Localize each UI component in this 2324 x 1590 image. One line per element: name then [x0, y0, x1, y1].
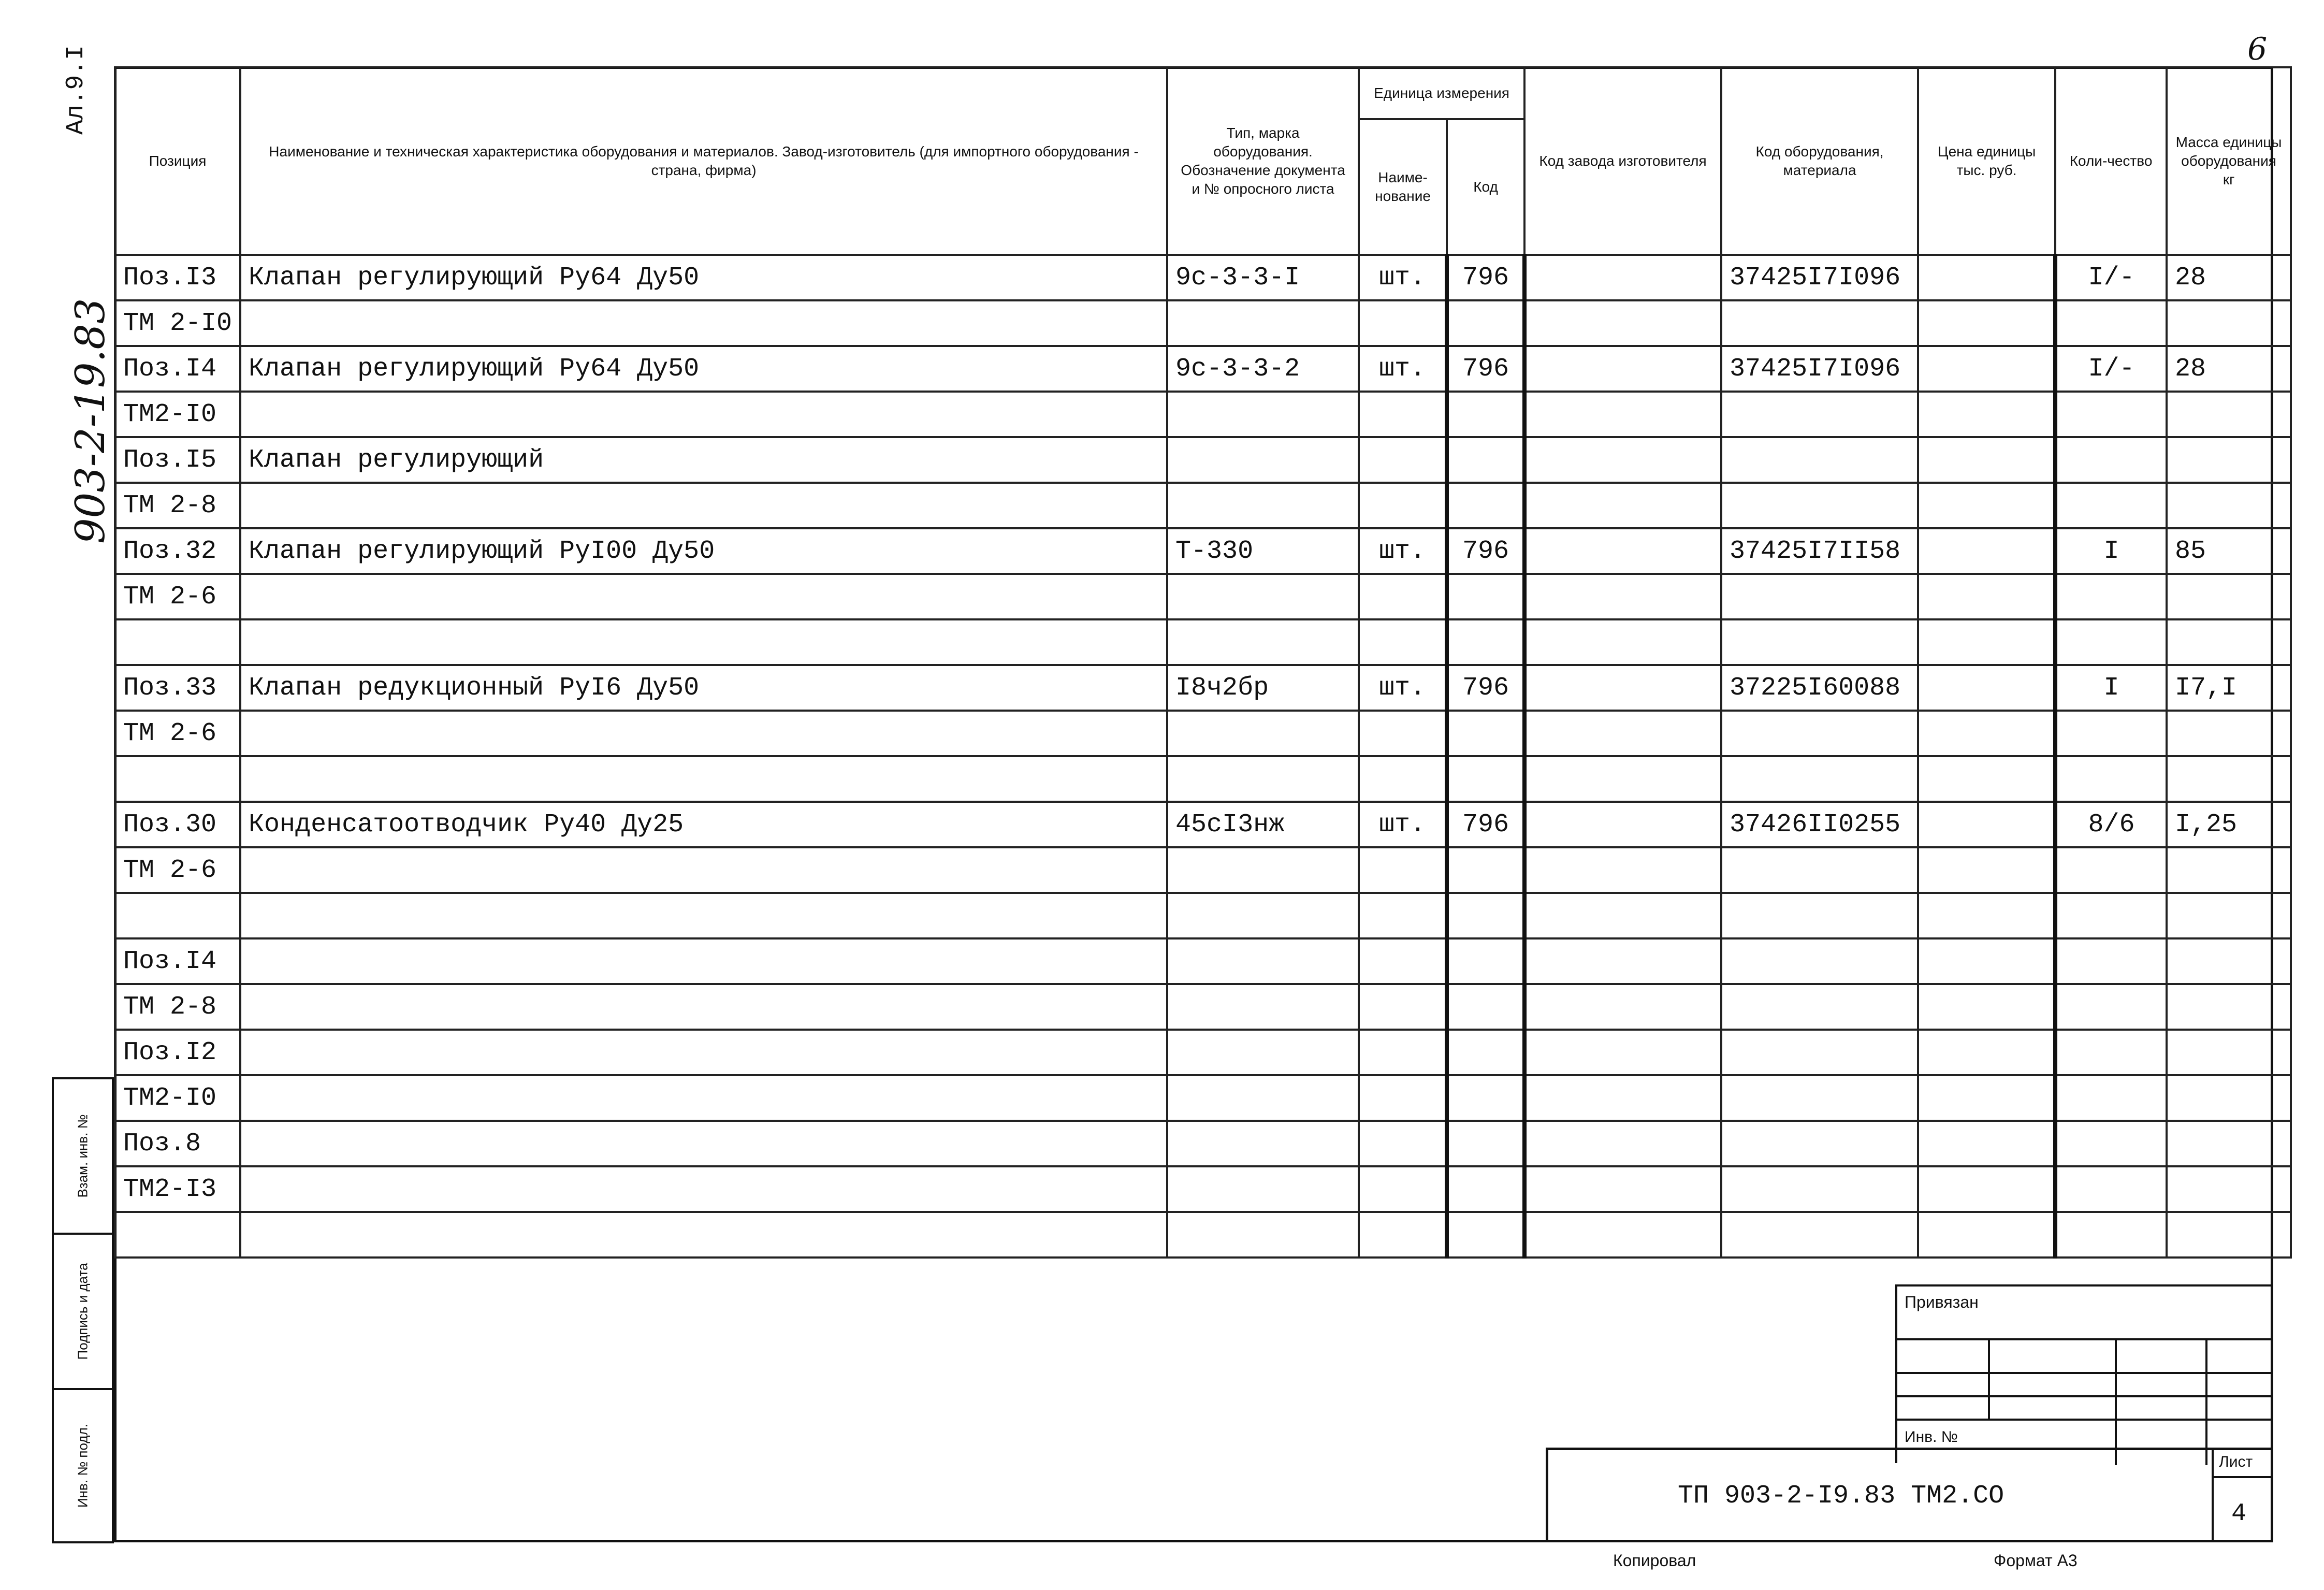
- cell-price: [1918, 528, 2055, 574]
- cell-unit: [1359, 711, 1447, 756]
- cell-name: Клапан регулирующий: [240, 437, 1167, 483]
- table-row: [115, 437, 2291, 483]
- cell-pos: Поз.32: [115, 528, 240, 574]
- cell-equip: [1721, 619, 1918, 665]
- cell-equip: [1721, 1075, 1918, 1121]
- cell-factory: [1524, 300, 1721, 346]
- cell-type: [1167, 483, 1359, 528]
- cell-mass: [2167, 1121, 2291, 1166]
- cell-code: [1447, 984, 1524, 1030]
- cell-pos: Поз.8: [115, 1121, 240, 1166]
- cell-factory: [1524, 847, 1721, 893]
- cell-name: Клапан редукционный РуI6 Ду50: [240, 665, 1167, 711]
- cell-equip: [1721, 1166, 1918, 1212]
- cell-qty: [2055, 1030, 2167, 1075]
- table-row: [115, 893, 2291, 938]
- cell-name: [240, 938, 1167, 984]
- format-label: Формат А3: [1994, 1551, 2078, 1570]
- cell-qty: [2055, 619, 2167, 665]
- cell-price: [1918, 1030, 2055, 1075]
- cell-name: [240, 1075, 1167, 1121]
- cell-unit: [1359, 1212, 1447, 1257]
- cell-code: [1447, 1121, 1524, 1166]
- cell-type: [1167, 847, 1359, 893]
- cell-type: [1167, 1075, 1359, 1121]
- cell-factory: [1524, 1030, 1721, 1075]
- cell-equip: 37225I60088: [1721, 665, 1918, 711]
- title-block: [1895, 1284, 2273, 1463]
- cell-unit: шт.: [1359, 346, 1447, 392]
- cell-code: 796: [1447, 346, 1524, 392]
- cell-code: [1447, 1030, 1524, 1075]
- specification-table: [114, 66, 2292, 1259]
- cell-price: [1918, 984, 2055, 1030]
- cell-type: [1167, 1166, 1359, 1212]
- sheet-box: [2212, 1450, 2271, 1540]
- cell-factory: [1524, 984, 1721, 1030]
- cell-code: 796: [1447, 255, 1524, 300]
- cell-factory: [1524, 893, 1721, 938]
- cell-pos: Поз.30: [115, 802, 240, 847]
- cell-qty: I/-: [2055, 255, 2167, 300]
- cell-unit: [1359, 756, 1447, 802]
- cell-pos: [115, 756, 240, 802]
- cell-price: [1918, 300, 2055, 346]
- cell-type: [1167, 1212, 1359, 1257]
- cell-equip: [1721, 984, 1918, 1030]
- cell-type: [1167, 1121, 1359, 1166]
- header-position: Позиция: [115, 67, 240, 255]
- cell-price: [1918, 619, 2055, 665]
- cell-equip: 37425I7I096: [1721, 346, 1918, 392]
- table-row: [115, 528, 2291, 574]
- cell-unit: шт.: [1359, 665, 1447, 711]
- cell-unit: [1359, 1075, 1447, 1121]
- cell-code: [1447, 756, 1524, 802]
- cell-mass: I,25: [2167, 802, 2291, 847]
- cell-factory: [1524, 938, 1721, 984]
- header-mass: Масса единицы оборудования кг: [2167, 67, 2291, 255]
- cell-factory: [1524, 1212, 1721, 1257]
- table-row: [115, 1075, 2291, 1121]
- cell-factory: [1524, 392, 1721, 437]
- table-row: [115, 847, 2291, 893]
- cell-mass: 85: [2167, 528, 2291, 574]
- cell-mass: [2167, 300, 2291, 346]
- cell-type: [1167, 437, 1359, 483]
- cell-name: [240, 756, 1167, 802]
- cell-name: [240, 984, 1167, 1030]
- cell-qty: [2055, 483, 2167, 528]
- document-stamp: [1546, 1448, 2273, 1542]
- cell-factory: [1524, 574, 1721, 619]
- cell-pos: ТМ 2-6: [115, 847, 240, 893]
- cell-equip: [1721, 483, 1918, 528]
- cell-type: Т-330: [1167, 528, 1359, 574]
- cell-pos: Поз.33: [115, 665, 240, 711]
- cell-code: [1447, 1166, 1524, 1212]
- margin-cell-inventory: [54, 1390, 112, 1541]
- cell-price: [1918, 437, 2055, 483]
- cell-unit: шт.: [1359, 528, 1447, 574]
- cell-mass: [2167, 1075, 2291, 1121]
- cell-price: [1918, 392, 2055, 437]
- cell-qty: [2055, 437, 2167, 483]
- cell-equip: [1721, 756, 1918, 802]
- cell-factory: [1524, 665, 1721, 711]
- cell-mass: [2167, 847, 2291, 893]
- cell-code: 796: [1447, 528, 1524, 574]
- cell-pos: ТМ 2-6: [115, 711, 240, 756]
- cell-type: [1167, 392, 1359, 437]
- cell-equip: [1721, 574, 1918, 619]
- table-row: [115, 1166, 2291, 1212]
- cell-unit: [1359, 893, 1447, 938]
- cell-name: [240, 300, 1167, 346]
- margin-cell-signature: [54, 1235, 112, 1390]
- document-code: ТП 903-2-I9.83 ТМ2.СО: [1678, 1481, 2005, 1511]
- cell-qty: I/-: [2055, 346, 2167, 392]
- cell-qty: [2055, 392, 2167, 437]
- cell-equip: [1721, 711, 1918, 756]
- album-label: Ал.9.I: [62, 45, 90, 135]
- cell-mass: [2167, 619, 2291, 665]
- cell-name: [240, 1166, 1167, 1212]
- cell-name: Конденсатоотводчик Ру40 Ду25: [240, 802, 1167, 847]
- cell-pos: [115, 1212, 240, 1257]
- cell-pos: [115, 619, 240, 665]
- cell-equip: [1721, 437, 1918, 483]
- cell-qty: I: [2055, 665, 2167, 711]
- cell-factory: [1524, 802, 1721, 847]
- table-row: [115, 255, 2291, 300]
- cell-qty: [2055, 574, 2167, 619]
- cell-price: [1918, 574, 2055, 619]
- cell-equip: [1721, 1030, 1918, 1075]
- header-type: Тип, марка оборудования. Обозначение документа и № опросного листа: [1167, 67, 1359, 255]
- table-row: [115, 619, 2291, 665]
- cell-unit: [1359, 483, 1447, 528]
- table-row: [115, 665, 2291, 711]
- cell-type: [1167, 938, 1359, 984]
- cell-unit: [1359, 619, 1447, 665]
- cell-pos: Поз.I5: [115, 437, 240, 483]
- cell-price: [1918, 1212, 2055, 1257]
- copied-label: Копировал: [1613, 1551, 1696, 1570]
- header-equipment-code: Код оборудования, материала: [1721, 67, 1918, 255]
- cell-name: Клапан регулирующий Ру64 Ду50: [240, 255, 1167, 300]
- cell-mass: [2167, 1030, 2291, 1075]
- cell-equip: [1721, 1212, 1918, 1257]
- cell-mass: [2167, 437, 2291, 483]
- cell-name: Клапан регулирующий Ру64 Ду50: [240, 346, 1167, 392]
- cell-qty: [2055, 893, 2167, 938]
- table-row: [115, 938, 2291, 984]
- cell-price: [1918, 802, 2055, 847]
- cell-code: [1447, 1212, 1524, 1257]
- cell-pos: ТМ2-I3: [115, 1166, 240, 1212]
- table-row: [115, 483, 2291, 528]
- cell-qty: [2055, 1075, 2167, 1121]
- cell-type: 45сI3нж: [1167, 802, 1359, 847]
- inventory-label: Инв. №: [1905, 1428, 1958, 1446]
- cell-equip: 37425I7I096: [1721, 255, 1918, 300]
- cell-factory: [1524, 711, 1721, 756]
- cell-pos: Поз.I3: [115, 255, 240, 300]
- cell-equip: [1721, 893, 1918, 938]
- cell-factory: [1524, 346, 1721, 392]
- table-row: [115, 802, 2291, 847]
- cell-price: [1918, 711, 2055, 756]
- cell-qty: [2055, 1166, 2167, 1212]
- cell-type: [1167, 893, 1359, 938]
- cell-name: [240, 1030, 1167, 1075]
- cell-mass: [2167, 483, 2291, 528]
- cell-mass: [2167, 893, 2291, 938]
- cell-code: [1447, 711, 1524, 756]
- cell-pos: ТМ2-I0: [115, 1075, 240, 1121]
- cell-factory: [1524, 756, 1721, 802]
- cell-pos: ТМ 2-6: [115, 574, 240, 619]
- cell-pos: Поз.I4: [115, 938, 240, 984]
- cell-code: [1447, 893, 1524, 938]
- cell-type: I8ч2бр: [1167, 665, 1359, 711]
- cell-price: [1918, 893, 2055, 938]
- cell-code: 796: [1447, 802, 1524, 847]
- cell-qty: [2055, 711, 2167, 756]
- cell-pos: ТМ 2-8: [115, 984, 240, 1030]
- cell-equip: [1721, 847, 1918, 893]
- cell-name: [240, 1212, 1167, 1257]
- header-factory-code: Код завода изготовителя: [1524, 67, 1721, 255]
- cell-equip: [1721, 938, 1918, 984]
- cell-qty: [2055, 847, 2167, 893]
- cell-name: [240, 893, 1167, 938]
- cell-factory: [1524, 1121, 1721, 1166]
- linked-label: Привязан: [1905, 1293, 1979, 1311]
- cell-mass: [2167, 1212, 2291, 1257]
- table-row: [115, 711, 2291, 756]
- cell-name: [240, 392, 1167, 437]
- cell-type: [1167, 984, 1359, 1030]
- cell-code: [1447, 574, 1524, 619]
- cell-factory: [1524, 483, 1721, 528]
- cell-qty: [2055, 300, 2167, 346]
- cell-unit: [1359, 437, 1447, 483]
- cell-price: [1918, 1121, 2055, 1166]
- cell-type: [1167, 300, 1359, 346]
- table-row: [115, 984, 2291, 1030]
- cell-type: [1167, 619, 1359, 665]
- cell-mass: I7,I: [2167, 665, 2291, 711]
- header-unit: Единица измерения: [1359, 67, 1524, 119]
- cell-factory: [1524, 1166, 1721, 1212]
- header-price: Цена единицы тыс. руб.: [1918, 67, 2055, 255]
- cell-unit: шт.: [1359, 255, 1447, 300]
- cell-mass: 28: [2167, 346, 2291, 392]
- cell-mass: 28: [2167, 255, 2291, 300]
- margin-label-replace: Взам. инв. №: [75, 1114, 91, 1198]
- cell-unit: шт.: [1359, 802, 1447, 847]
- cell-unit: [1359, 938, 1447, 984]
- cell-factory: [1524, 1075, 1721, 1121]
- cell-price: [1918, 483, 2055, 528]
- project-code-side: 903-2-19.83: [67, 298, 114, 544]
- margin-label-inventory: Инв. № подл.: [75, 1424, 91, 1508]
- cell-equip: 37426II0255: [1721, 802, 1918, 847]
- cell-type: 9с-3-3-I: [1167, 255, 1359, 300]
- table-row: [115, 756, 2291, 802]
- cell-type: 9с-3-3-2: [1167, 346, 1359, 392]
- cell-qty: [2055, 1121, 2167, 1166]
- header-unit-name: Наиме-нование: [1359, 119, 1447, 255]
- cell-pos: ТМ 2-I0: [115, 300, 240, 346]
- cell-code: [1447, 300, 1524, 346]
- cell-name: [240, 574, 1167, 619]
- cell-price: [1918, 665, 2055, 711]
- sheet-corner-number: 6: [2247, 31, 2268, 67]
- table-row: [115, 346, 2291, 392]
- cell-unit: [1359, 1166, 1447, 1212]
- cell-code: [1447, 938, 1524, 984]
- cell-factory: [1524, 619, 1721, 665]
- cell-price: [1918, 1075, 2055, 1121]
- cell-pos: Поз.I4: [115, 346, 240, 392]
- cell-equip: 37425I7II58: [1721, 528, 1918, 574]
- table-row: [115, 1212, 2291, 1257]
- cell-type: [1167, 574, 1359, 619]
- cell-unit: [1359, 392, 1447, 437]
- cell-qty: [2055, 756, 2167, 802]
- cell-pos: ТМ 2-8: [115, 483, 240, 528]
- cell-unit: [1359, 984, 1447, 1030]
- cell-mass: [2167, 984, 2291, 1030]
- cell-unit: [1359, 300, 1447, 346]
- cell-unit: [1359, 574, 1447, 619]
- cell-price: [1918, 756, 2055, 802]
- table-row: [115, 300, 2291, 346]
- table-row: [115, 574, 2291, 619]
- cell-name: [240, 1121, 1167, 1166]
- cell-name: [240, 847, 1167, 893]
- cell-factory: [1524, 528, 1721, 574]
- cell-unit: [1359, 847, 1447, 893]
- header-quantity: Коли-чество: [2055, 67, 2167, 255]
- header-unit-code: Код: [1447, 119, 1524, 255]
- cell-code: [1447, 392, 1524, 437]
- margin-cell-replace: [54, 1079, 112, 1235]
- cell-code: [1447, 1075, 1524, 1121]
- cell-name: [240, 483, 1167, 528]
- cell-price: [1918, 938, 2055, 984]
- cell-name: [240, 711, 1167, 756]
- cell-price: [1918, 1166, 2055, 1212]
- cell-qty: [2055, 1212, 2167, 1257]
- table-row: [115, 1030, 2291, 1075]
- cell-name: Клапан регулирующий РуI00 Ду50: [240, 528, 1167, 574]
- cell-equip: [1721, 1121, 1918, 1166]
- sheet-label: Лист: [2219, 1453, 2253, 1470]
- cell-price: [1918, 255, 2055, 300]
- table-row: [115, 1121, 2291, 1166]
- table-row: [115, 392, 2291, 437]
- cell-type: [1167, 1030, 1359, 1075]
- cell-mass: [2167, 756, 2291, 802]
- cell-type: [1167, 711, 1359, 756]
- cell-mass: [2167, 938, 2291, 984]
- cell-qty: I: [2055, 528, 2167, 574]
- margin-label-signature: Подпись и дата: [75, 1263, 91, 1360]
- cell-unit: [1359, 1121, 1447, 1166]
- cell-code: [1447, 619, 1524, 665]
- cell-mass: [2167, 574, 2291, 619]
- cell-type: [1167, 756, 1359, 802]
- cell-mass: [2167, 392, 2291, 437]
- cell-code: [1447, 847, 1524, 893]
- cell-code: 796: [1447, 665, 1524, 711]
- cell-pos: ТМ2-I0: [115, 392, 240, 437]
- cell-qty: [2055, 938, 2167, 984]
- cell-qty: [2055, 984, 2167, 1030]
- cell-price: [1918, 346, 2055, 392]
- cell-pos: [115, 893, 240, 938]
- cell-mass: [2167, 711, 2291, 756]
- cell-qty: 8/6: [2055, 802, 2167, 847]
- cell-factory: [1524, 437, 1721, 483]
- cell-factory: [1524, 255, 1721, 300]
- cell-pos: Поз.I2: [115, 1030, 240, 1075]
- cell-mass: [2167, 1166, 2291, 1212]
- cell-code: [1447, 437, 1524, 483]
- cell-equip: [1721, 392, 1918, 437]
- cell-price: [1918, 847, 2055, 893]
- cell-name: [240, 619, 1167, 665]
- cell-unit: [1359, 1030, 1447, 1075]
- cell-equip: [1721, 300, 1918, 346]
- sheet-number: 4: [2231, 1500, 2246, 1528]
- cell-code: [1447, 483, 1524, 528]
- header-name: Наименование и техническая характеристика оборудования и материалов. Завод-изготовитель (для импортного оборудования - страна, фирма): [240, 67, 1167, 255]
- margin-stamp: [52, 1077, 114, 1543]
